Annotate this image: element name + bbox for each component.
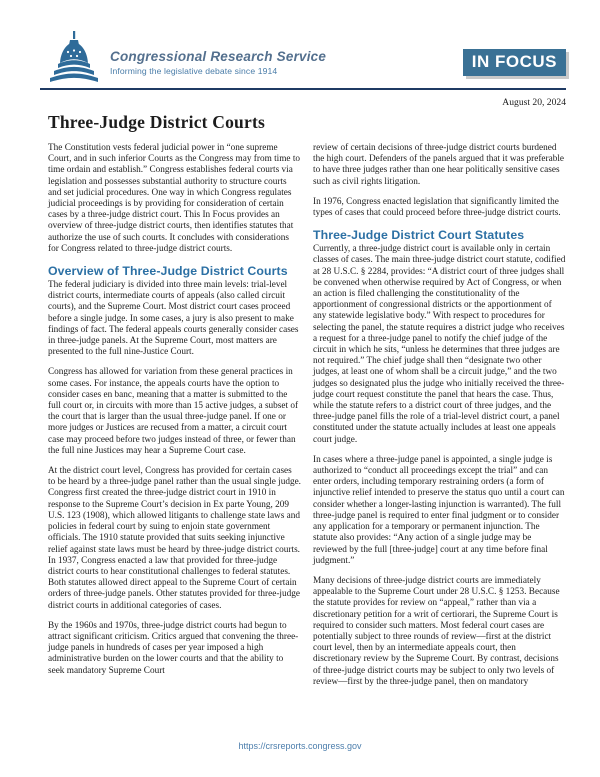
body-paragraph: Currently, a three-judge district court is available only in certain classes of cases. The main three-judge district court statute, codified at 28 U.S.C. § 2284, provides: “A district court of three judges shall be convened when otherwise required by Act of Congress, or when an action is filed challenging the constitutionality of the apportionment of congressional districts or the apportionment of any statewide legislative body.” With respect to procedures for selecting the panel, the statute requires a district judge who receives a request for a three-judge panel to notify the chief judge of the circuit in which he sits, “unless he determines that three judges are not required.” The chief judge shall then “designate two other judges, at least one of whom shall be a circuit judge,” and the two judges so designated plus the judge who initially received the three-judge court request constitute the panel that hears the case. Thus, while the statute refers to a district court of three judges, and the three-judge panel fills the role of a trial-level district court, a panel constituted under the statute actually includes at least one appeals court judge. bbox=[313, 244, 566, 445]
footer bbox=[0, 741, 600, 751]
brand-block bbox=[110, 50, 326, 76]
two-column-body bbox=[48, 143, 566, 697]
footer-link[interactable]: https://crsreports.congress.gov bbox=[238, 741, 362, 751]
body-paragraph: At the district court level, Congress has provided for certain cases to be heard by a three-judge panel rather than the usual single judge. Congress first created the three-judge district court in 1910 in response to the Supreme Court’s decision in Ex parte Young, 209 U.S. 123 (1908), which allowed litigants to challenge state laws and policies in federal court by suing to enjoin state government officials. The 1910 statute provided that suits seeking injunctive relief against state laws must be heard by three-judge district courts. In 1937, Congress enacted a law that provided for three-judge district courts to hear constitutional challenges to federal statutes. Both statutes allowed direct appeal to the Supreme Court of certain orders of three-judge panels. Other statutes provided for three-judge district courts in additional categories of cases. bbox=[48, 466, 301, 611]
body-paragraph: Many decisions of three-judge district courts are immediately appealable to the Supreme Court under 28 U.S.C. § 1253. Because the statute provides for review on “appeal,” rather than via a discretionary petition for a writ of certiorari, the Supreme Court is required to consider such matters. Most federal court cases are potentially subject to three rounds of review—first at the district court level, then by an intermediate appeals court, then discretionary review by the Supreme Court. By contrast, decisions of three-judge district courts may be subject to only two levels of review—first by the three-judge panel, then on mandatory bbox=[313, 575, 560, 687]
brand-tagline: Informing the legislative debate since 1914 bbox=[110, 66, 278, 76]
body-paragraph: The Constitution vests federal judicial power in “one supreme Court, and in such inferior Courts as the Congress may from time to time ordain and establish.” Congress establishes federal courts via legislation and possesses substantial authority to structure courts and set judicial procedures. One way in which Congress regulates judicial proceedings is by providing for consideration of certain cases by a three-judge district court. This In Focus provides an overview of three-judge district courts, then identifies statutes that authorize the use of such courts. It concludes with considerations for Congress related to three-judge district courts. bbox=[48, 143, 301, 254]
brand-name: Congressional Research Service bbox=[110, 49, 327, 64]
body-paragraph: By the 1960s and 1970s, three-judge district courts had begun to attract significant criticism. Critics argued that convening the three-judge panels in hundreds of cases per year imposed a high administrative burden on the lower courts and that the ability to seek mandatory Supreme Court bbox=[48, 620, 299, 676]
publication-date: August 20, 2024 bbox=[502, 97, 566, 108]
header-rule bbox=[40, 88, 566, 90]
body-paragraph: In 1976, Congress enacted legislation that significantly limited the types of cases that could proceed before three-judge district courts. bbox=[313, 196, 561, 219]
section-heading: Three-Judge District Court Statutes bbox=[313, 228, 525, 243]
body-paragraph: review of certain decisions of three-judge district courts burdened the high court. Defenders of the panels argued that it was preferable to have three judges rather than one hear politically sensitive cases such as civil rights litigation. bbox=[313, 143, 565, 187]
body-paragraph: In cases where a three-judge panel is appointed, a single judge is authorized to “conduct all proceedings except the trial” and can enter orders, including temporary restraining orders (a form of injunctive relief intended to preserve the status quo until a court can consider whether a longer-lasting injunction is warranted). The full three-judge panel is required to enter final judgment or to consider any application for a temporary or permanent injunction. The statute also provides: “Any action of a single judge may be reviewed by the full [three-judge] court at any time before final judgment.” bbox=[313, 454, 565, 566]
crs-capitol-logo-icon bbox=[46, 30, 102, 84]
document-title: Three-Judge District Courts bbox=[48, 112, 265, 132]
body-paragraph: Congress has allowed for variation from these general practices in some cases. For instance, the appeals courts have the option to consider cases en banc, meaning that a matter is submitted to the full court or, in circuits with more than 15 active judges, a subset of the court that is larger than the usual three-judge panel. If one or more judges or Justices are recused from a matter, a circuit court case may proceed before two judges instead of three, or fewer than the full nine Justices may hear a Supreme Court case. bbox=[48, 367, 299, 456]
left-column bbox=[48, 143, 301, 697]
header bbox=[46, 30, 566, 86]
in-focus-badge: IN FOCUS bbox=[463, 49, 566, 76]
section-heading: Overview of Three-Judge District Courts bbox=[48, 264, 288, 279]
right-column bbox=[313, 143, 566, 697]
body-paragraph: The federal judiciary is divided into three main levels: trial-level district courts, intermediate courts of appeals (also called circuit courts), and the Supreme Court. Most district court cases proceed before a single judge. In some cases, a jury is also present to make findings of fact. The federal appeals courts generally consider cases in three-judge panels. At the Supreme Court, most matters are presented to the full nine-Justice Court. bbox=[48, 280, 299, 358]
